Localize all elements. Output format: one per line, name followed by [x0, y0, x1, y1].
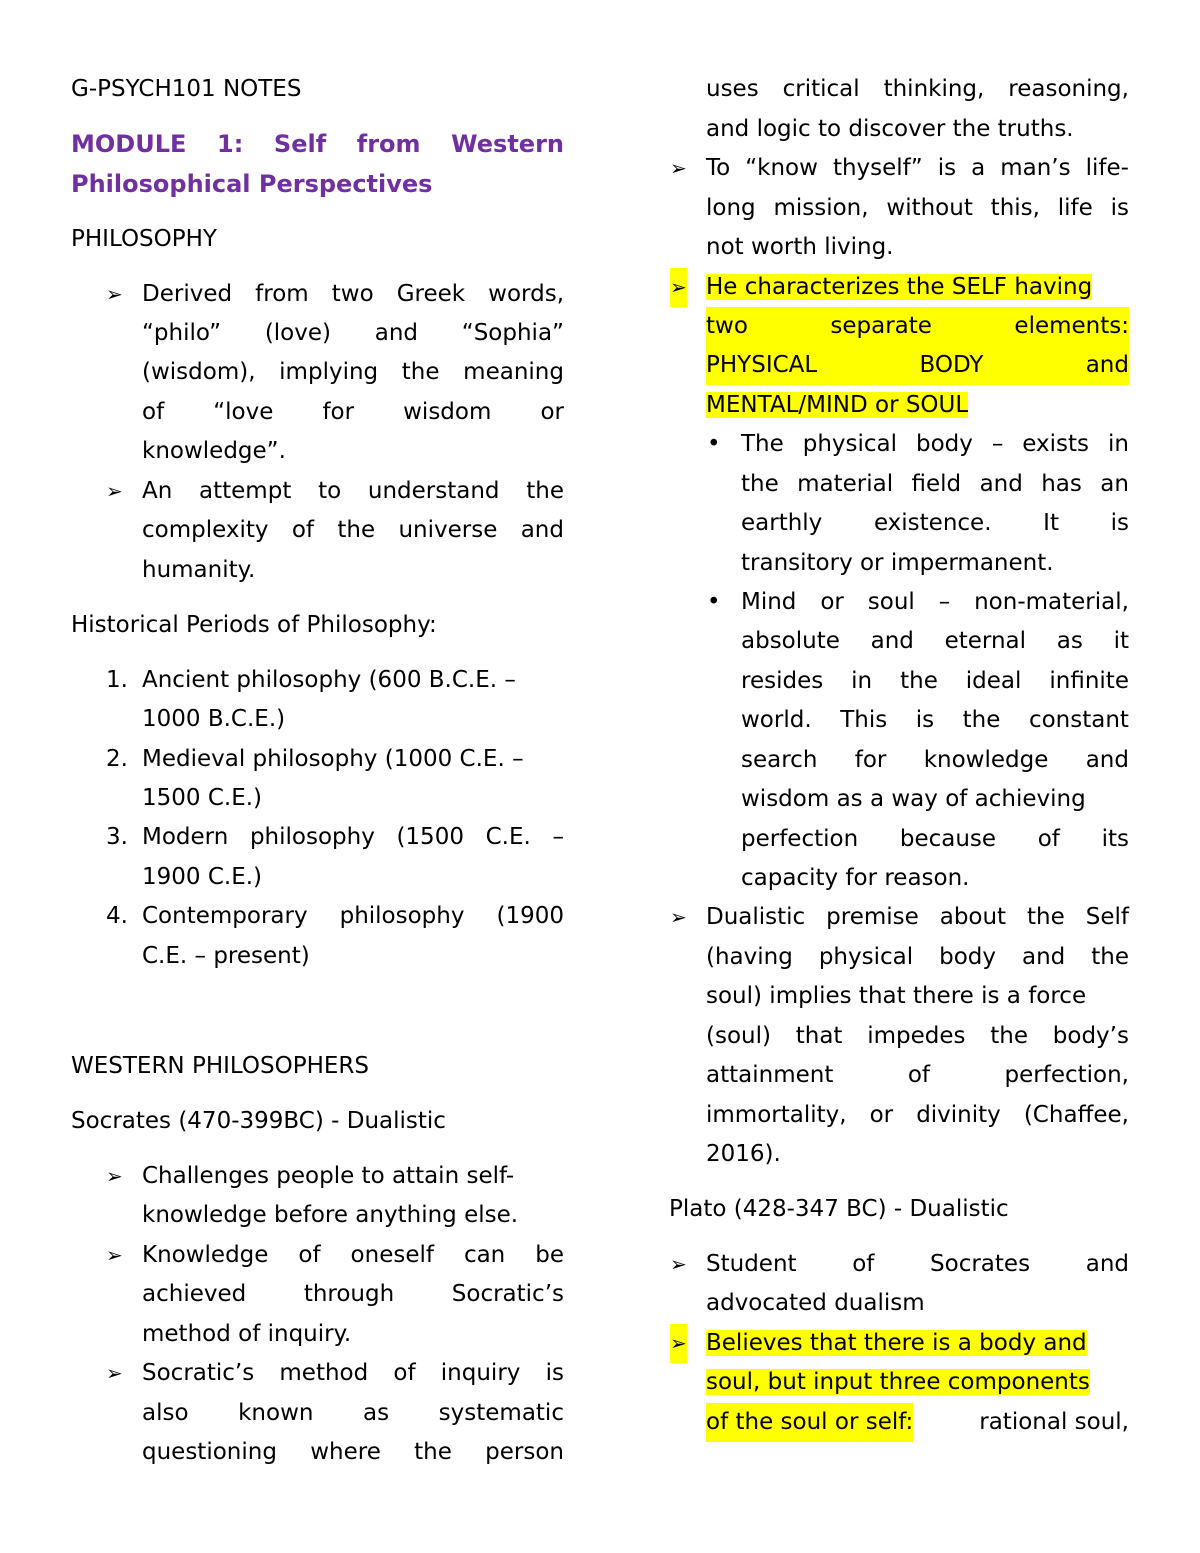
word: (soul)	[706, 1023, 771, 1049]
text-line	[71, 220, 217, 259]
line-text: MENTAL/MIND or SOUL	[706, 392, 969, 418]
word: Socrates	[930, 1251, 1031, 1277]
line-text: PHILOSOPHY	[71, 226, 217, 252]
word: oneself	[350, 1242, 434, 1268]
text-line	[741, 425, 1129, 464]
list-number: 4.	[106, 903, 128, 929]
word: as	[1056, 628, 1083, 654]
line-text: knowledge”.	[142, 438, 286, 464]
word: (love)	[264, 320, 331, 346]
line-text: soul, but input three components	[706, 1369, 1090, 1395]
word: Modern	[142, 824, 229, 850]
arrow-bullet-icon: ➢	[106, 282, 123, 306]
word: is	[915, 707, 935, 733]
word: “love	[213, 399, 274, 425]
word: Mind	[741, 589, 797, 615]
text-line	[706, 189, 1129, 228]
word: “Sophia”	[461, 320, 564, 346]
line-text: 1900 C.E.)	[142, 864, 263, 890]
text-line	[71, 125, 564, 164]
word: where	[310, 1439, 381, 1465]
word: PHYSICAL	[706, 346, 817, 385]
text-line	[142, 937, 310, 976]
line-text: Challenges people to attain self-	[142, 1163, 515, 1189]
word: has	[1041, 471, 1082, 497]
word: method	[279, 1360, 369, 1386]
word: and	[1085, 1251, 1129, 1277]
word: (1900	[496, 903, 564, 929]
word: search	[741, 747, 818, 773]
line-text: advocated dualism	[706, 1290, 925, 1316]
word: in	[1107, 431, 1129, 457]
word: Socratic’s	[142, 1360, 255, 1386]
line-text: transitory or impermanent.	[741, 550, 1054, 576]
word: universe	[398, 517, 498, 543]
word: the	[337, 517, 376, 543]
word: man’s	[1000, 155, 1071, 181]
word: 1:	[217, 130, 244, 158]
line-text: not worth living.	[706, 234, 894, 260]
text-line	[706, 386, 968, 425]
text-line	[71, 1102, 446, 1141]
word: field	[911, 471, 962, 497]
word: implying	[279, 359, 379, 385]
word: eternal	[944, 628, 1027, 654]
line-text: knowledge before anything else.	[142, 1202, 519, 1228]
word: rational soul,	[979, 1409, 1129, 1435]
word: infinite	[1049, 668, 1129, 694]
word: (Chaffee,	[1023, 1102, 1129, 1128]
word: To	[706, 155, 731, 181]
text-line	[706, 110, 1074, 149]
word: uses	[706, 76, 759, 102]
line-text: WESTERN PHILOSOPHERS	[71, 1053, 369, 1079]
word: in	[851, 668, 873, 694]
word: Student	[706, 1251, 797, 1277]
word: be	[535, 1242, 564, 1268]
text-line	[142, 858, 262, 897]
word: also	[142, 1400, 189, 1426]
word: the	[526, 478, 564, 504]
line-text: 2016).	[706, 1141, 781, 1167]
word: impedes	[867, 1023, 966, 1049]
text-line	[706, 149, 1129, 188]
word: An	[142, 478, 173, 504]
text-line	[741, 544, 1054, 583]
word: can	[463, 1242, 506, 1268]
word: (1500	[396, 824, 464, 850]
word: the	[900, 668, 938, 694]
text-line	[142, 1275, 564, 1314]
text-line	[142, 551, 255, 590]
word: of the soul or self:	[706, 1403, 913, 1442]
word: of	[1037, 826, 1060, 852]
word: of	[393, 1360, 416, 1386]
word: wisdom	[403, 399, 492, 425]
word: resides	[741, 668, 824, 694]
word: through	[303, 1281, 395, 1307]
word: world.	[741, 707, 812, 733]
word: and	[870, 628, 914, 654]
text-line	[142, 1157, 514, 1196]
word: –	[552, 824, 564, 850]
text-line	[706, 70, 1129, 109]
word: divinity	[916, 1102, 1001, 1128]
word: premise	[826, 904, 919, 930]
text-line	[741, 701, 1129, 740]
text-line	[706, 307, 1129, 346]
word: physical	[802, 431, 898, 457]
word: the	[414, 1439, 452, 1465]
word: perfection	[741, 826, 859, 852]
text-line	[706, 1096, 1129, 1135]
text-line	[142, 472, 564, 511]
word: body	[939, 944, 996, 970]
line-text: Ancient philosophy (600 B.C.E. –	[142, 667, 516, 693]
text-line	[706, 1017, 1129, 1056]
word: for	[854, 747, 887, 773]
arrow-bullet-icon: ➢	[670, 1324, 687, 1363]
word: reasoning,	[1008, 76, 1129, 102]
text-line	[706, 1056, 1129, 1095]
word: and	[1085, 747, 1129, 773]
line-text: method of inquiry.	[142, 1321, 352, 1347]
text-line	[71, 70, 301, 109]
word: critical	[782, 76, 860, 102]
word: elements:	[1014, 307, 1129, 346]
word: of	[291, 517, 315, 543]
text-line	[706, 1135, 781, 1174]
word: is	[1110, 195, 1129, 221]
arrow-bullet-icon: ➢	[670, 268, 687, 307]
text-line	[142, 1433, 564, 1472]
word: attainment	[706, 1062, 834, 1088]
text-line	[142, 511, 564, 550]
text-line	[741, 859, 969, 898]
line-text: G-PSYCH101 NOTES	[71, 76, 302, 102]
arrow-bullet-icon: ➢	[106, 479, 123, 503]
word: earthly	[741, 510, 823, 536]
word: is	[545, 1360, 564, 1386]
word: known	[238, 1400, 314, 1426]
arrow-bullet-icon: ➢	[106, 1164, 123, 1188]
word: Self	[1085, 904, 1129, 930]
word: of	[298, 1242, 321, 1268]
text-line	[142, 393, 564, 432]
word: about	[939, 904, 1007, 930]
word: inquiry	[440, 1360, 521, 1386]
word: thyself”	[832, 155, 923, 181]
word: philosophy	[249, 824, 375, 850]
word: systematic	[438, 1400, 564, 1426]
list-number: 3.	[106, 824, 128, 850]
line-text: C.E. – present)	[142, 943, 310, 969]
word: because	[899, 826, 997, 852]
line-text: Historical Periods of Philosophy:	[71, 612, 437, 638]
word: existence.	[873, 510, 992, 536]
word: two	[331, 281, 374, 307]
line-text: and logic to discover the truths.	[706, 116, 1074, 142]
word: BODY	[919, 346, 983, 385]
text-line	[142, 314, 564, 353]
word: Socratic’s	[451, 1281, 564, 1307]
word: for	[322, 399, 355, 425]
word: words,	[488, 281, 564, 307]
word: immortality,	[706, 1102, 847, 1128]
bullet-icon: •	[707, 589, 721, 615]
word: from	[356, 130, 421, 158]
word: the	[962, 707, 1001, 733]
line-text: Plato (428-347 BC) - Dualistic	[669, 1196, 1009, 1222]
line-text: humanity.	[142, 557, 256, 583]
word: two	[706, 307, 748, 346]
word: (having	[706, 944, 793, 970]
line-text: 1500 C.E.)	[142, 785, 263, 811]
text-line	[142, 1394, 564, 1433]
word: achieved	[142, 1281, 247, 1307]
word: this,	[990, 195, 1040, 221]
line-text: 1000 B.C.E.)	[142, 706, 286, 732]
text-line	[741, 583, 1129, 622]
word: Greek	[396, 281, 466, 307]
text-line	[142, 1315, 351, 1354]
arrow-bullet-icon: ➢	[106, 1361, 123, 1385]
text-line	[741, 780, 1086, 819]
word: –	[938, 589, 951, 615]
word: an	[1100, 471, 1129, 497]
text-line	[706, 938, 1129, 977]
text-line	[741, 465, 1129, 504]
word: or	[820, 589, 844, 615]
word: knowledge	[923, 747, 1049, 773]
word: is	[937, 155, 957, 181]
word: of	[142, 399, 165, 425]
text-line	[71, 606, 437, 645]
line-text: Medieval philosophy (1000 C.E. –	[142, 746, 524, 772]
bullet-icon: •	[707, 431, 721, 457]
word: it	[1113, 628, 1129, 654]
word: non-material,	[974, 589, 1129, 615]
word: body	[915, 431, 973, 457]
word: mission,	[773, 195, 869, 221]
arrow-bullet-icon: ➢	[670, 156, 687, 180]
word: or	[540, 399, 564, 425]
text-line	[741, 662, 1129, 701]
word: life-	[1085, 155, 1129, 181]
word: Dualistic	[706, 904, 806, 930]
word: Self	[273, 130, 327, 158]
word: that	[795, 1023, 843, 1049]
word: or	[869, 1102, 894, 1128]
word: as	[363, 1400, 390, 1426]
word: attempt	[199, 478, 292, 504]
line-text: Philosophical Perspectives	[71, 170, 433, 198]
text-line	[142, 661, 516, 700]
word: the	[741, 471, 779, 497]
word: C.E.	[485, 824, 531, 850]
text-line	[741, 504, 1129, 543]
text-line	[142, 275, 564, 314]
line-text: wisdom as a way of achieving	[741, 786, 1086, 812]
word: meaning	[463, 359, 564, 385]
list-number: 1.	[106, 667, 128, 693]
text-line	[706, 977, 1086, 1016]
word: the	[1091, 944, 1129, 970]
word: a	[971, 155, 986, 181]
word: life	[1057, 195, 1093, 221]
word: and	[979, 471, 1023, 497]
word: to	[318, 478, 342, 504]
word: thinking,	[883, 76, 985, 102]
text-line	[706, 1245, 1129, 1284]
word: understand	[367, 478, 500, 504]
text-line	[142, 897, 564, 936]
text-line	[741, 741, 1129, 780]
word: This	[840, 707, 888, 733]
text-line	[71, 1047, 369, 1086]
word: questioning	[142, 1439, 277, 1465]
line-text: Socrates (470-399BC) - Dualistic	[71, 1108, 446, 1134]
word: of	[907, 1062, 931, 1088]
word: person	[485, 1439, 564, 1465]
word: is	[1110, 510, 1129, 536]
word: its	[1101, 826, 1129, 852]
word: MODULE	[71, 130, 187, 158]
word: without	[886, 195, 973, 221]
word: from	[255, 281, 309, 307]
text-line	[142, 432, 286, 471]
word: exists	[1022, 431, 1090, 457]
word: perfection,	[1004, 1062, 1129, 1088]
word: long	[706, 195, 756, 221]
word: ideal	[965, 668, 1022, 694]
text-line	[741, 622, 1129, 661]
text-line	[669, 1190, 1009, 1229]
text-line	[71, 165, 432, 204]
word: Western	[451, 130, 564, 158]
word: physical	[818, 944, 914, 970]
word: Derived	[142, 281, 233, 307]
line-text: capacity for reason.	[741, 865, 970, 891]
word: and	[520, 517, 564, 543]
text-line	[706, 898, 1129, 937]
word: and	[374, 320, 419, 346]
word: “philo”	[142, 320, 222, 346]
text-line	[706, 1284, 925, 1323]
word: separate	[830, 307, 932, 346]
word: the	[401, 359, 440, 385]
text-line	[706, 268, 1092, 307]
word: soul	[867, 589, 915, 615]
word: philosophy	[339, 903, 465, 929]
word: –	[991, 431, 1004, 457]
word: The	[741, 431, 784, 457]
text-line	[142, 1196, 518, 1235]
text-line	[706, 228, 894, 267]
word: It	[1043, 510, 1059, 536]
word: (wisdom),	[142, 359, 256, 385]
text-line	[142, 779, 262, 818]
word: material	[797, 471, 894, 497]
text-line	[706, 346, 1129, 385]
text-line	[706, 1403, 1129, 1442]
text-line	[741, 820, 1129, 859]
word: the	[990, 1023, 1029, 1049]
arrow-bullet-icon: ➢	[670, 905, 687, 929]
list-number: 2.	[106, 746, 128, 772]
arrow-bullet-icon: ➢	[106, 1243, 123, 1267]
word: constant	[1028, 707, 1129, 733]
line-text: He characterizes the SELF having	[706, 274, 1093, 300]
text-line	[142, 353, 564, 392]
text-line	[142, 700, 285, 739]
word: of	[852, 1251, 875, 1277]
word: absolute	[741, 628, 840, 654]
text-line	[142, 818, 564, 857]
text-line	[142, 1354, 564, 1393]
text-line	[142, 740, 524, 779]
word: the	[1027, 904, 1065, 930]
word: Contemporary	[142, 903, 308, 929]
arrow-bullet-icon: ➢	[670, 1252, 687, 1276]
text-line	[706, 1324, 1087, 1363]
line-text: soul) implies that there is a force	[706, 983, 1087, 1009]
word: Knowledge	[142, 1242, 269, 1268]
word: “know	[745, 155, 818, 181]
word: body’s	[1052, 1023, 1129, 1049]
text-line	[142, 1236, 564, 1275]
word: complexity	[142, 517, 269, 543]
word: and	[1021, 944, 1066, 970]
word: and	[1086, 346, 1129, 385]
text-line	[706, 1363, 1090, 1402]
line-text: Believes that there is a body and	[706, 1330, 1087, 1356]
